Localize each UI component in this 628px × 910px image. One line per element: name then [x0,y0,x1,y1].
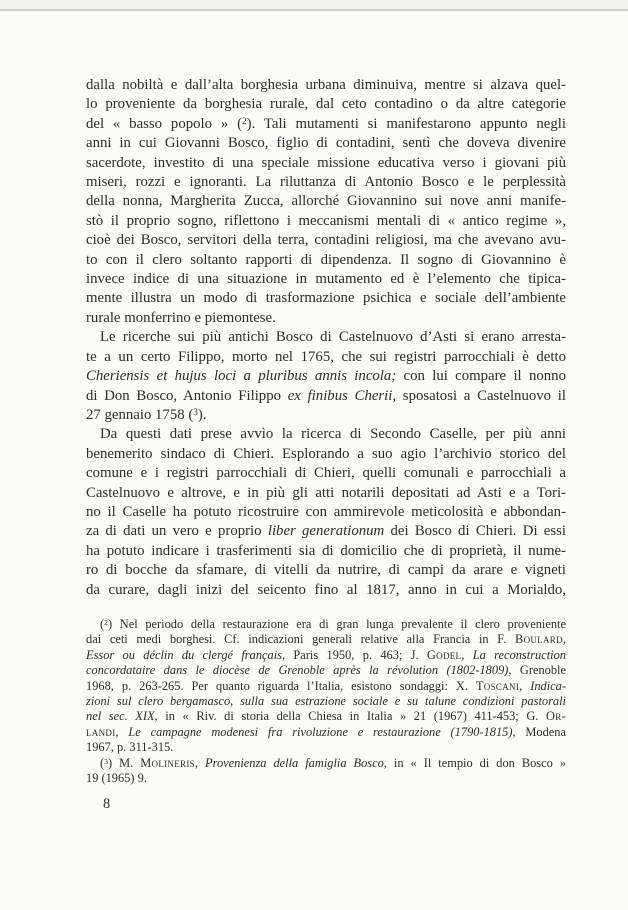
text-line-content [86,562,566,578]
text-segment: del « basso popolo » ( [86,115,243,132]
text-segment: di Don Bosco, Antonio Filippo [86,387,288,404]
text-segment: Le ricerche sui più antichi Bosco di Castelnuovo d’Asti si erano arresta- [100,329,566,346]
text-line [86,709,566,724]
text-line-content [86,174,566,190]
text-segment: zioni sul clero bergamasco, sulla sua estrazione sociale e su talune condizioni pastorali [86,694,566,709]
text-line [86,328,566,347]
text-segment: Da questi dati prese avvìo la ricerca di Secondo Caselle, per più anni [100,426,566,443]
text-line-content [86,740,173,754]
text-segment: miseri, rozzi e ignoranti. La riluttanza di Antonio Bosco e le perplessità [86,174,566,191]
paragraph [86,425,566,600]
text-segment: dai ceti medi borghesi. Cf. indicazioni generali relative alla Francia in F. [86,632,516,647]
text-segment: Provenienza della famiglia Bosco, [205,755,387,770]
text-segment: benemerito sindaco di Chieri. Esplorando a suo agio l’archivio storico del [86,445,566,462]
text-line-content [86,582,566,598]
text-segment: , [115,724,129,739]
text-line-content [86,388,566,404]
text-line-content [86,271,566,287]
text-line-content [86,523,566,539]
text-line [86,115,566,134]
text-line-content [86,77,566,93]
text-segment: Molineris [140,755,195,770]
text-line [86,134,566,153]
text-line-content [86,679,566,693]
text-segment: Castelnuovo e altrove, e in più gli atti notarili depositati ad Asti e a Tori- [86,484,566,501]
text-segment: no il Caselle ha potuto ricostruire con ammirevole meticolosità e abbondan- [86,503,566,520]
text-segment: ) Nel periodo della restaurazione era di gran lunga prevalente il clero proveniente [107,617,566,631]
text-line-content [100,329,566,345]
text-line [86,445,566,464]
text-line [86,192,566,211]
paragraph [86,756,566,787]
text-segment: anni in cui Giovanni Bosco, figlio di contadini, sentì che doveva divenire [86,135,566,152]
text-segment: nel sec. XIX, [86,709,158,724]
text-line [86,648,566,663]
text-segment: to con il clero soltanto rapporti di dipendenza. Il sogno di Giovannino è [86,251,566,268]
text-segment: in « Il tempio di don Bosco » [386,755,566,770]
text-line [86,173,566,192]
text-line [86,309,566,328]
text-segment: dalla nobiltà e dall’alta borghesia urbana diminuiva, mentre si alzava quel- [86,77,566,93]
text-segment: Toscani [475,678,520,693]
text-segment: , [194,755,206,770]
text-line [86,425,566,444]
text-line [86,581,566,600]
text-line-content [86,504,566,520]
text-line [86,663,566,678]
text-segment: concordataire dans le diocèse de Grenoble après la révolution (1802-1809), [86,663,512,678]
text-segment: , [562,632,566,647]
text-segment: Or- [546,709,566,724]
text-line-content [86,96,566,112]
text-segment: Indica- [530,678,566,693]
text-line-content [86,310,276,326]
text-segment: Le campagne modenesi fra rivoluzione e restaurazione (1790-1815), [128,724,516,739]
text-segment: ( [100,617,105,631]
text-segment: 19 (1965) 9. [86,771,147,786]
text-line-content [86,349,566,365]
text-line [86,406,566,425]
text-line-content [86,407,206,423]
text-segment: te a un certo Filippo, morto nel 1765, che sui registri parrocchiali è detto [86,348,566,365]
text-line [86,679,566,694]
footnotes-section [86,617,566,786]
text-line-content [86,709,566,723]
text-line-content [86,135,566,151]
text-line-content [86,193,566,209]
text-line [86,367,566,386]
text-segment: Modena [515,724,567,739]
text-segment: 27 gennaio 1758 ( [86,406,194,423]
page-number: 8 [103,796,111,812]
text-line-content [86,725,566,739]
text-line [86,756,566,771]
text-line-content [100,617,566,631]
text-line-content [86,485,566,501]
text-segment: , [461,647,473,662]
text-line-content [86,116,566,132]
main-text [86,76,566,600]
text-segment: La reconstruction [472,647,566,662]
text-line-content [86,465,566,481]
text-line [86,95,566,114]
text-line-content [100,756,566,770]
scan-edge-line [0,9,628,11]
text-segment: 1968, p. 263-265. Per quanto riguarda l’Italia, esistono sondaggi: X. [86,678,476,693]
text-segment: stò il proprio sogno, riflettono i meccanismi mentali di « antico regime », [86,212,566,229]
text-line-content [86,632,566,646]
text-line [86,464,566,483]
footnote-marker: 3 [193,407,198,418]
text-segment: za di dati un vero e proprio [86,523,268,540]
text-line-content [100,426,566,442]
text-segment: ro di bocche da sfamare, di vitelli da nutrire, di campi da arare e vigneti [86,562,566,579]
text-line-content [86,155,566,171]
text-segment: liber generationum [267,523,385,540]
text-line-content [86,771,147,785]
text-line [86,617,566,632]
text-segment: Cheriensis et hujus loci a pluribus annis incola; [86,368,397,385]
text-segment: ex finibus Cherii, [287,387,397,404]
text-line [86,725,566,740]
text-segment: ( [100,755,105,770]
text-line [86,154,566,173]
text-line [86,387,566,406]
text-segment: Paris 1950, p. 463; J. [285,647,427,662]
paragraph [86,617,566,756]
text-line-content [86,290,566,306]
text-segment: ha potuto indicare i trasferimenti sia di domicilio che di proprietà, il nume- [86,542,566,559]
text-line-content [86,232,566,248]
text-segment: lo proveniente da borghesia rurale, dal ceto contadino o da altre categorie [86,96,566,113]
text-segment: sposatosi a Castelnuovo il [396,387,566,404]
text-line [86,212,566,231]
text-segment: landi [86,724,116,739]
text-line-content [86,663,566,677]
text-segment: da curare, dagli inizi del seicento fino al 1817, anno in cui a Morialdo, [86,581,566,598]
text-line [86,251,566,270]
text-line [86,484,566,503]
text-segment: sacerdote, investito di una speciale missione educativa verso i giovani più [86,154,566,171]
text-segment: comune e i registri parrocchiali di Chieri, quelli comunali e parrocchiali a [86,465,566,482]
text-line-content [86,648,566,662]
text-line [86,771,566,786]
text-line-content [86,213,566,229]
text-segment: Essor ou déclin du clergé français, [86,647,286,662]
text-line [86,632,566,647]
text-line-content [86,252,566,268]
scan-edge-strip [0,0,628,9]
text-segment: della nonna, Margherita Zucca, allorché Giovannino sui nove anni manife- [86,193,566,210]
text-segment: 1967, p. 311-315. [86,740,174,755]
text-segment: in « Riv. di storia della Chiesa in Italia » 21 (1967) 411-453; G. [157,709,547,724]
text-line-content [86,368,566,384]
text-line [86,348,566,367]
paragraph [86,328,566,425]
text-segment: ) M. [107,755,141,770]
footnote-marker: 2 [242,115,247,126]
text-segment: dei Bosco di Chieri. Di essi [384,523,567,540]
footnote-marker: 2 [104,617,108,627]
footnote-marker: 3 [104,756,108,766]
text-line [86,231,566,250]
text-line [86,694,566,709]
text-line [86,561,566,580]
text-line [86,542,566,561]
text-line-content [86,543,566,559]
text-segment: invece indice di una situazione in mutamento ed è l’elemento che tipica- [86,271,566,288]
text-line [86,503,566,522]
text-segment: ). [197,406,207,423]
text-segment: con lui compare il nonno [396,368,566,385]
text-segment: Godel [426,647,462,662]
text-line [86,76,566,95]
text-segment: ). Tali mutamenti si manifestarono appunto negli [246,115,566,132]
text-line [86,289,566,308]
text-segment: cioè dei Bosco, servitori della terra, contadini religiosi, ma che avevano avu- [86,232,566,249]
text-line [86,522,566,541]
text-segment: Boulard [515,632,563,647]
text-line [86,270,566,289]
text-segment: mente illustra un modo di trasformazione psichica e sociale dell’ambiente [86,290,566,307]
text-line-content [86,446,566,462]
text-segment: rurale monferrino e piemontese. [86,309,276,326]
paragraph [86,76,566,328]
text-segment: , [519,678,531,693]
text-segment: Grenoble [511,663,566,678]
text-line-content [86,694,566,708]
text-line [86,740,566,755]
